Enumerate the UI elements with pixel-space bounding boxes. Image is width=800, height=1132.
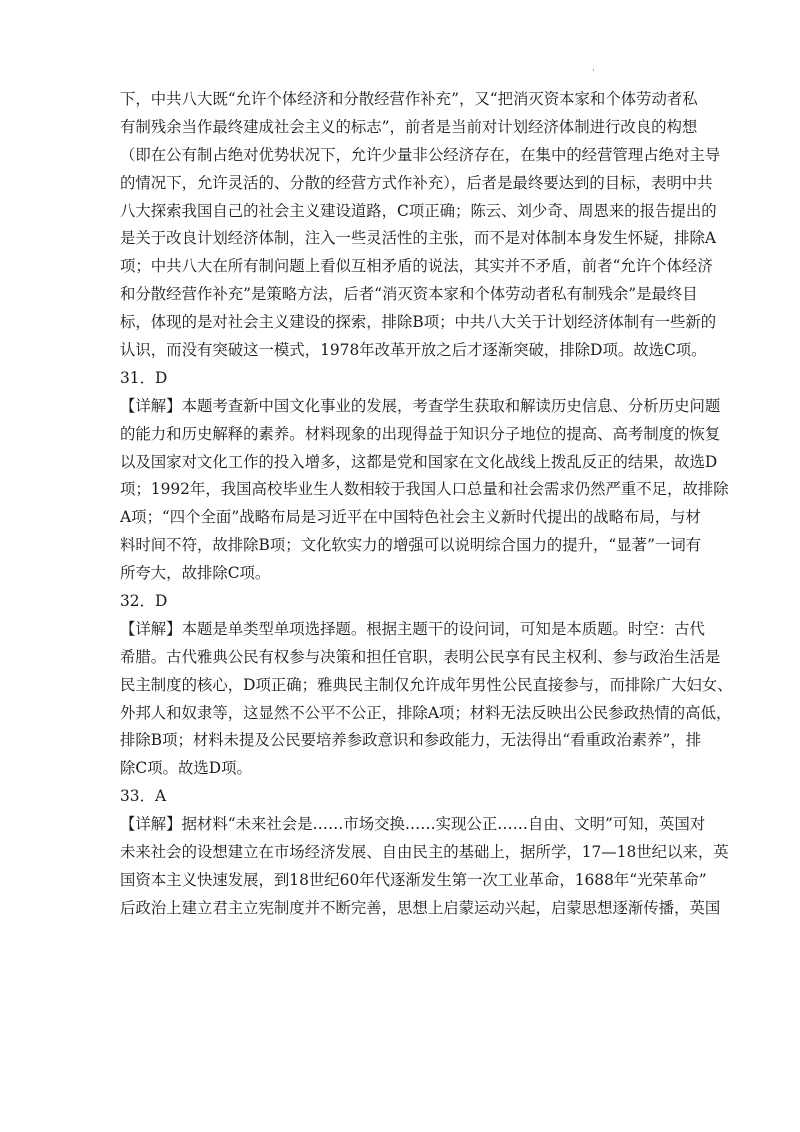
question-answer-header: 33．A xyxy=(120,787,167,806)
text-line: 有制残余当作最终建成社会主义的标志”，前者是当前对计划经济体制进行改良的构想 xyxy=(120,117,698,136)
answer-text-body xyxy=(120,86,733,923)
text-line: 下，中共八大既“允许个体经济和分散经营作补充”，又“把消灭资本家和个体劳动者私 xyxy=(120,90,698,108)
text-line: 未来社会的设想建立在市场经济发展、自由民主的基础上，据所学，17—18世纪以来，英 xyxy=(120,843,729,862)
text-line: 认识，而没有突破这一模式，1978年改革开放之后才逐渐突破，排除D项。故选C项。 xyxy=(120,341,707,360)
text-line: 后政治上建立君主立宪制度并不断完善，思想上启蒙运动兴起，启蒙思想逐渐传播，英国 xyxy=(120,898,721,917)
text-line: 是关于改良计划经济体制，注入一些灵活性的主张，而不是对体制本身发生怀疑，排除A xyxy=(120,229,716,248)
text-line: 排除B项；材料未提及公民要培养参政意识和参政能力，无法得出“看重政治素养”，排 xyxy=(120,731,702,750)
text-line: 和分散经营作补充”是策略方法，后者“消灭资本家和个体劳动者私有制残余”是最终目 xyxy=(120,285,698,304)
text-line: 八大探索我国自己的社会主义建设道路，C项正确；陈云、刘少奇、周恩来的报告提出的 xyxy=(120,201,717,220)
text-line: 的能力和历史解释的素养。材料现象的出现得益于知识分子地位的提高、高考制度的恢复 xyxy=(120,424,721,443)
text-line: 料时间不符，故排除B项；文化软实力的增强可以说明综合国力的提升，“显著”一词有 xyxy=(120,536,702,555)
text-line: 除C项。故选D项。 xyxy=(120,759,252,778)
text-line: （即在公有制占绝对优势状况下，允许少量非公经济存在，在集中的经营管理占绝对主导 xyxy=(120,145,721,164)
text-line: 项；中共八大在所有制问题上看似互相矛盾的说法，其实并不矛盾，前者“允许个体经济 xyxy=(120,257,713,276)
text-line: 民主制度的核心，D项正确；雅典民主制仅允许成年男性公民直接参与，而排除广大妇女、 xyxy=(120,675,733,694)
text-line: 希腊。古代雅典公民有权参与决策和担任官职，表明公民享有民主权利、参与政治生活是 xyxy=(120,647,721,666)
text-line: 【详解】本题考查新中国文化事业的发展，考查学生获取和解读历史信息、分析历史问题 xyxy=(120,396,721,415)
question-answer-header: 32．D xyxy=(120,592,168,611)
text-line: 项；1992年，我国高校毕业生人数相较于我国人口总量和社会需求仍然严重不足，故排除 xyxy=(120,480,729,499)
question-answer-header: 31．D xyxy=(120,368,168,387)
text-line: 所夸大，故排除C项。 xyxy=(120,564,271,583)
corner-mark: · xyxy=(592,66,595,76)
text-line: 标，体现的是对社会主义建设的探索，排除B项；中共八大关于计划经济体制有一些新的 xyxy=(120,313,717,332)
text-line: 外邦人和奴隶等，这显然不公平不公正，排除A项；材料无法反映出公民参政热情的高低， xyxy=(120,703,732,722)
text-line: 以及国家对文化工作的投入增多，这都是党和国家在文化战线上拨乱反正的结果，故选D xyxy=(120,452,718,471)
text-line: 【详解】据材料“未来社会是……市场交换……实现公正……自由、文明”可知，英国对 xyxy=(120,815,706,834)
text-line: 的情况下，允许灵活的、分散的经营方式作补充），后者是最终要达到的目标，表明中共 xyxy=(120,173,713,192)
text-line: 国资本主义快速发展，到18世纪60年代逐渐发生第一次工业革命，1688年“光荣革命” xyxy=(120,870,707,889)
text-line: 【详解】本题是单类型单项选择题。根据主题干的设问词，可知是本质题。时空：古代 xyxy=(120,619,705,638)
text-line: A项；“四个全面”战略布局是习近平在中国特色社会主义新时代提出的战略布局，与材 xyxy=(120,508,701,527)
